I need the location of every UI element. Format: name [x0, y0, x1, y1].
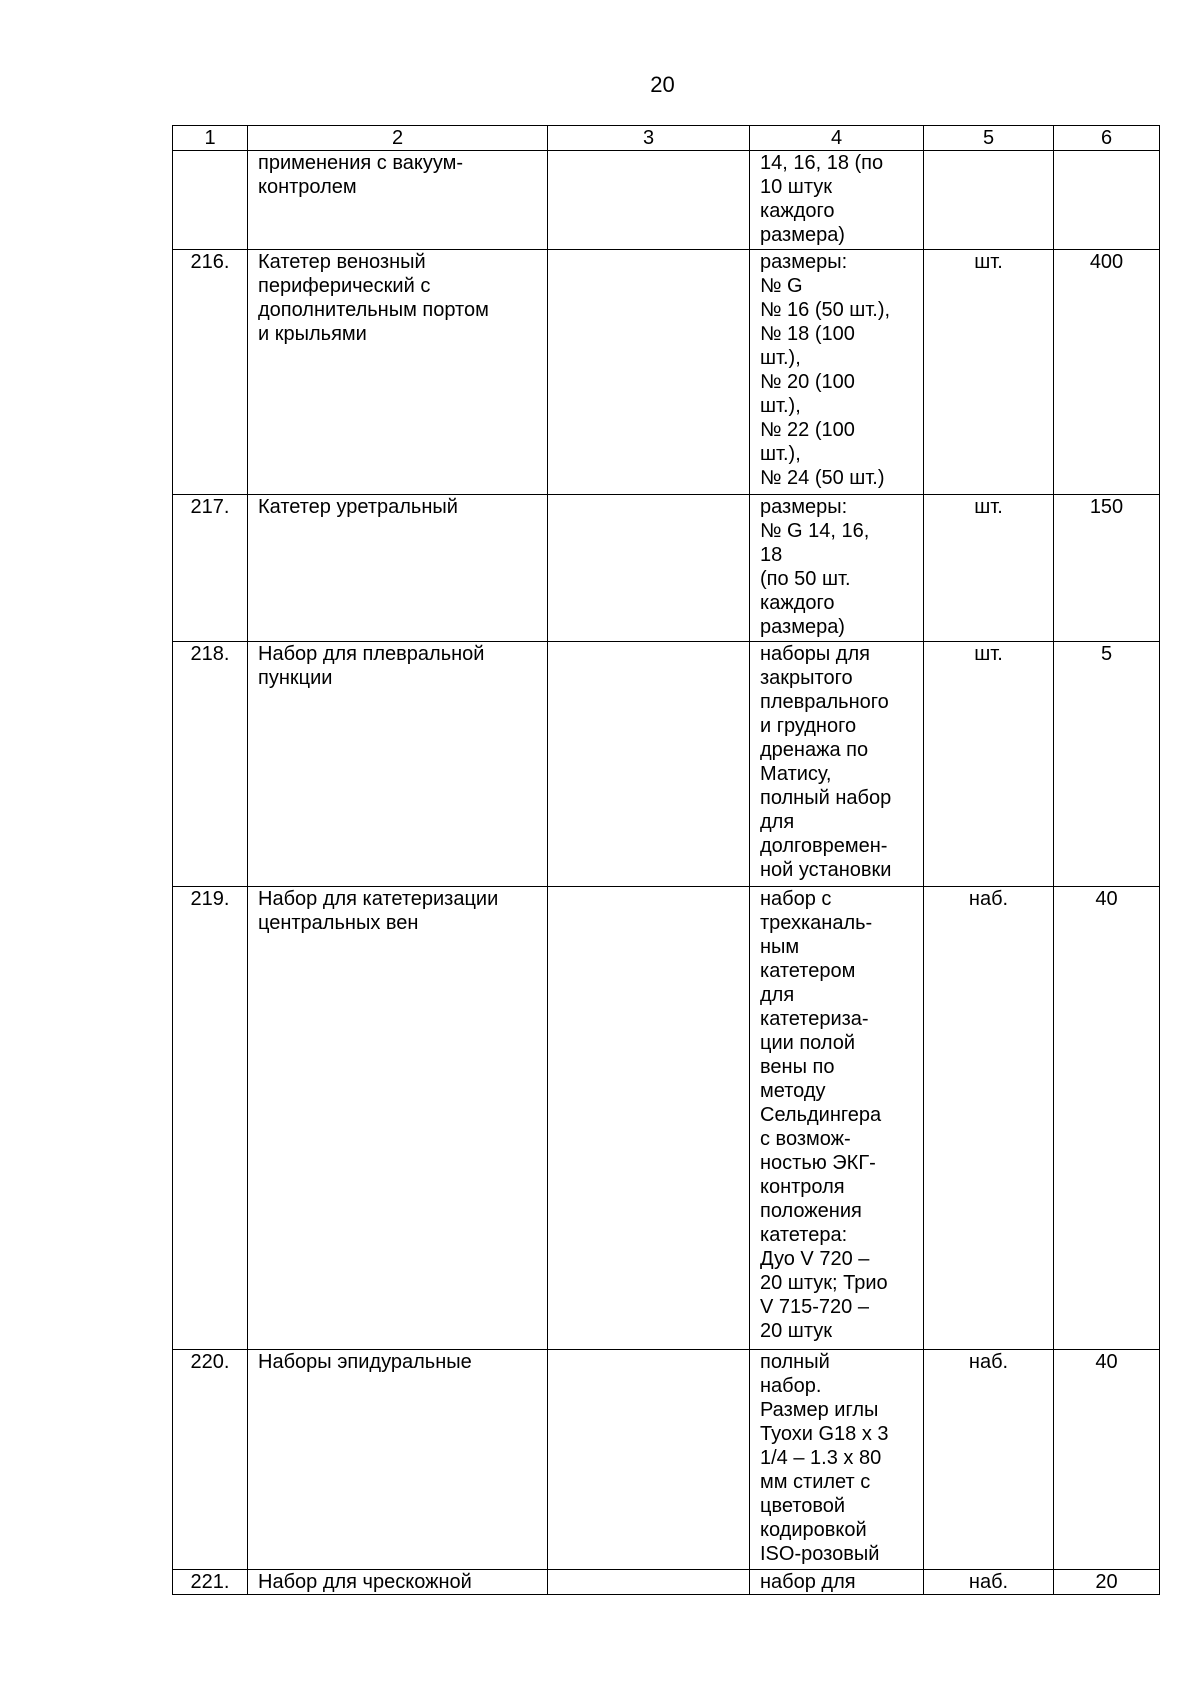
row-number: 218.	[173, 642, 248, 887]
item-name: Набор для катетеризации центральных вен	[248, 887, 548, 1350]
item-quantity: 400	[1054, 250, 1160, 495]
table-row	[173, 1350, 1160, 1570]
equipment-table	[172, 125, 1160, 1595]
item-col3	[548, 495, 750, 642]
item-quantity: 40	[1054, 887, 1160, 1350]
item-quantity	[1054, 151, 1160, 250]
item-unit: шт.	[924, 495, 1054, 642]
item-spec: 14, 16, 18 (по 10 штук каждого размера)	[750, 151, 924, 250]
row-number: 219.	[173, 887, 248, 1350]
item-spec: наборы для закрытого плеврального и грудного дренажа по Матису, полный набор для долговремен- ной установки	[750, 642, 924, 887]
table-row	[173, 250, 1160, 495]
item-col3	[548, 1570, 750, 1595]
table-header-row	[173, 126, 1160, 151]
item-col3	[548, 642, 750, 887]
column-header: 5	[924, 126, 1054, 151]
item-name: Набор для плевральной пункции	[248, 642, 548, 887]
row-number: 220.	[173, 1350, 248, 1570]
item-unit: наб.	[924, 1570, 1054, 1595]
item-name: Катетер венозный периферический с дополнительным портом и крыльями	[248, 250, 548, 495]
item-unit: шт.	[924, 250, 1054, 495]
item-name: применения с вакуум- контролем	[248, 151, 548, 250]
row-number	[173, 151, 248, 250]
item-spec: размеры: № G 14, 16, 18 (по 50 шт. каждого размера)	[750, 495, 924, 642]
item-unit: шт.	[924, 642, 1054, 887]
item-quantity: 5	[1054, 642, 1160, 887]
table-row	[173, 1570, 1160, 1595]
item-unit: наб.	[924, 1350, 1054, 1570]
item-quantity: 20	[1054, 1570, 1160, 1595]
column-header: 4	[750, 126, 924, 151]
item-spec: полный набор. Размер иглы Туохи G18 x 3 1/4 – 1.3 x 80 мм стилет с цветовой кодировкой ISO-розовый	[750, 1350, 924, 1570]
row-number: 221.	[173, 1570, 248, 1595]
column-header: 1	[173, 126, 248, 151]
item-col3	[548, 1350, 750, 1570]
table-row	[173, 642, 1160, 887]
item-name: Наборы эпидуральные	[248, 1350, 548, 1570]
item-spec: размеры: № G № 16 (50 шт.), № 18 (100 шт.), № 20 (100 шт.), № 22 (100 шт.), № 24 (50 шт.)	[750, 250, 924, 495]
item-spec: набор для	[750, 1570, 924, 1595]
item-col3	[548, 151, 750, 250]
item-name: Набор для чрескожной	[248, 1570, 548, 1595]
table-row	[173, 151, 1160, 250]
column-header: 6	[1054, 126, 1160, 151]
item-quantity: 40	[1054, 1350, 1160, 1570]
item-name: Катетер уретральный	[248, 495, 548, 642]
item-quantity: 150	[1054, 495, 1160, 642]
item-col3	[548, 887, 750, 1350]
item-spec: набор с трехканаль- ным катетером для катетериза- ции полой вены по методу Сельдингера с возмож- ностью ЭКГ- контроля положения катетера: Дуо V 720 – 20 штук; Трио V 715-720 – 20 штук	[750, 887, 924, 1350]
table-row	[173, 887, 1160, 1350]
table-row	[173, 495, 1160, 642]
item-col3	[548, 250, 750, 495]
item-unit: наб.	[924, 887, 1054, 1350]
page-number: 20	[650, 72, 675, 97]
row-number: 216.	[173, 250, 248, 495]
column-header: 3	[548, 126, 750, 151]
item-unit	[924, 151, 1054, 250]
row-number: 217.	[173, 495, 248, 642]
column-header: 2	[248, 126, 548, 151]
